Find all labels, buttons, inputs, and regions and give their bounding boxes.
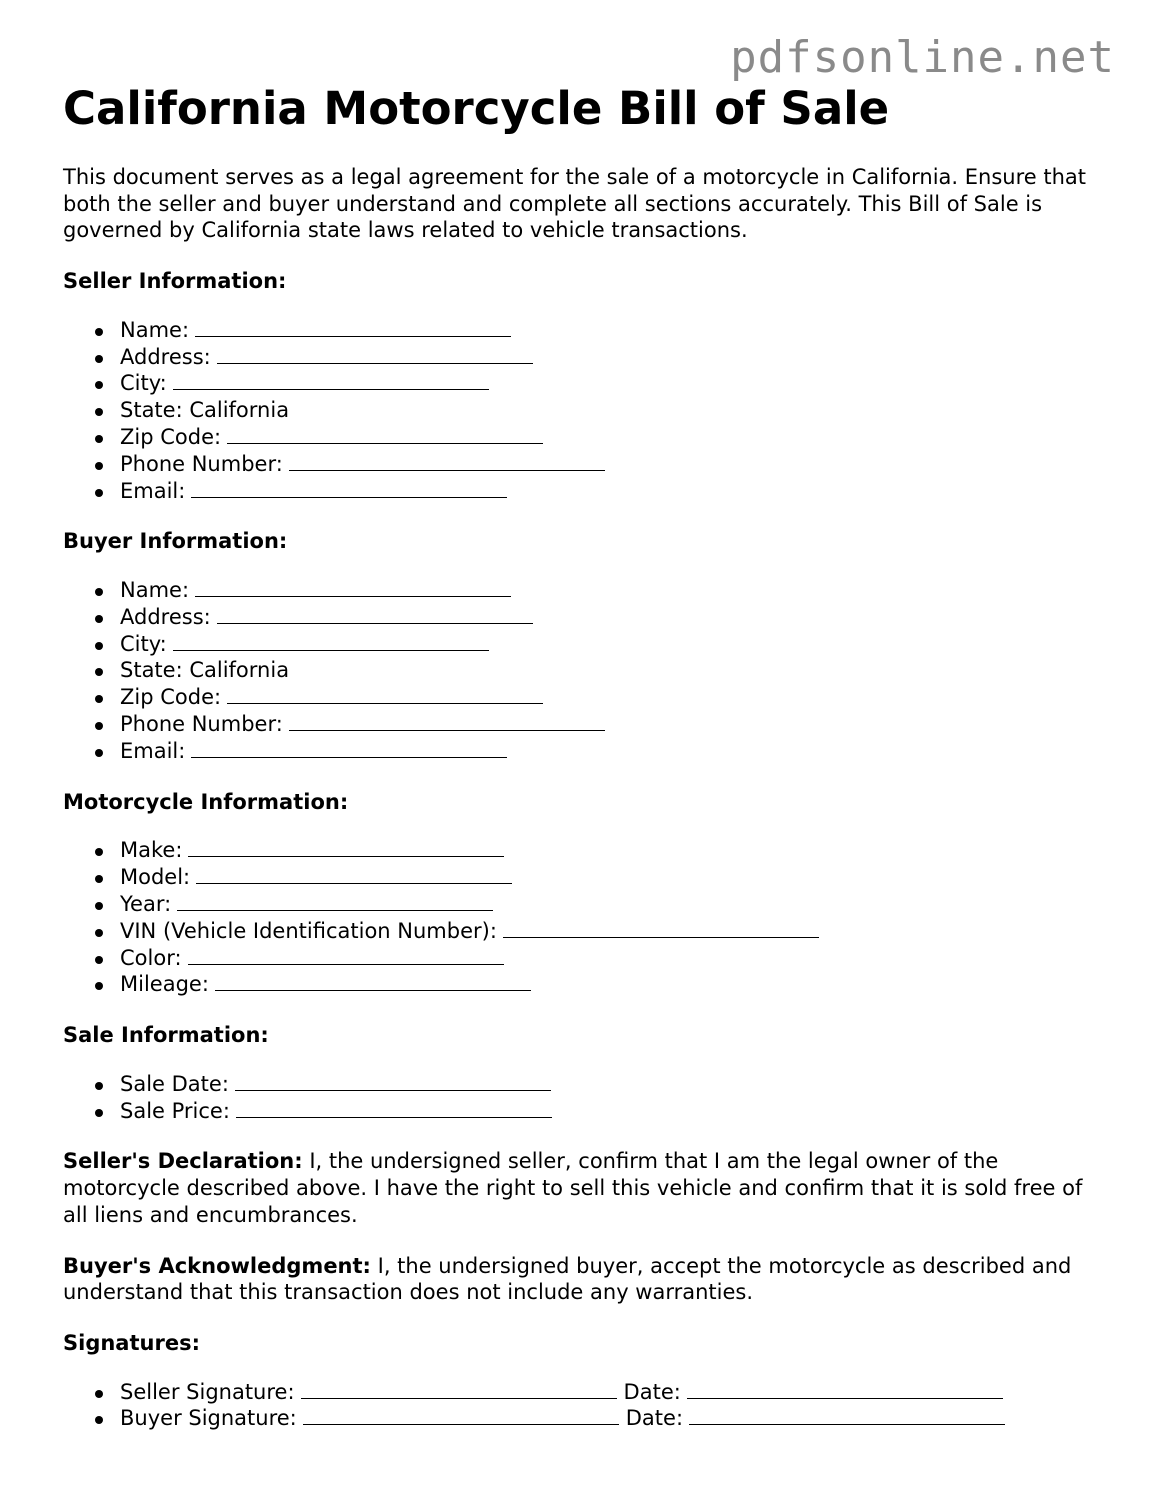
motorcycle-vin-field[interactable]: VIN (Vehicle Identification Number): (120, 918, 1103, 945)
seller-heading: Seller Information: (63, 269, 287, 294)
blank-line (217, 606, 533, 624)
buyer-address-field[interactable]: Address: (120, 604, 1103, 631)
blank-line (289, 713, 605, 731)
buyer-signature-field[interactable]: Buyer Signature: Date: (120, 1405, 1103, 1432)
buyer-acknowledgment (63, 1253, 1103, 1306)
blank-line (188, 839, 504, 857)
motorcycle-year-field[interactable]: Year: (120, 891, 1103, 918)
blank-line (236, 1100, 552, 1118)
sale-date-field[interactable]: Sale Date: (120, 1071, 1103, 1098)
buyer-email-field[interactable]: Email: (120, 738, 1103, 765)
seller-signature-field[interactable]: Seller Signature: Date: (120, 1379, 1103, 1406)
blank-line (289, 453, 605, 471)
blank-line (227, 426, 543, 444)
sale-heading: Sale Information: (63, 1023, 269, 1048)
signatures-heading: Signatures: (63, 1330, 200, 1355)
blank-line (196, 866, 512, 884)
blank-line (217, 346, 533, 364)
blank-line (173, 633, 489, 651)
blank-line (177, 893, 493, 911)
blank-line (173, 372, 489, 390)
buyer-signature-date-label: Date: (625, 1406, 684, 1431)
buyer-phone-field[interactable]: Phone Number: (120, 711, 1103, 738)
signature-fields (63, 1379, 1103, 1433)
buyer-heading: Buyer Information: (63, 529, 288, 554)
blank-line (191, 740, 507, 758)
blank-line (301, 1381, 617, 1399)
seller-phone-field[interactable]: Phone Number: (120, 451, 1103, 478)
buyer-fields (63, 577, 1103, 765)
blank-line (227, 686, 543, 704)
motorcycle-model-field[interactable]: Model: (120, 864, 1103, 891)
intro-paragraph: This document serves as a legal agreement for the sale of a motorcycle in California. Ensure that both the seller and buyer understand and complete all sections accurately. This Bill of Sale is governed by California state laws related to vehicle transactions. (63, 165, 1087, 243)
blank-line (235, 1073, 551, 1091)
seller-signature-date-label: Date: (623, 1379, 681, 1404)
seller-zip-field[interactable]: Zip Code: (120, 424, 1103, 451)
buyer-acknowledgment-label: Buyer's Acknowledgment: (63, 1253, 371, 1278)
motorcycle-mileage-field[interactable]: Mileage: (120, 971, 1103, 998)
buyer-state-field: State: California (120, 657, 1103, 684)
page-title: California Motorcycle Bill of Sale (63, 82, 890, 135)
seller-declaration-text: I, the undersigned seller, confirm that I am the legal owner of the motorcycle described above. I have the right to sell this vehicle and confirm that it is sold free of all liens and encumbrances. (63, 1149, 1083, 1227)
buyer-city-field[interactable]: City: (120, 631, 1103, 658)
sale-price-field[interactable]: Sale Price: (120, 1098, 1103, 1125)
blank-line (191, 480, 507, 498)
blank-line (195, 319, 511, 337)
seller-address-field[interactable]: Address: (120, 344, 1103, 371)
motorcycle-fields (63, 837, 1103, 998)
motorcycle-make-field[interactable]: Make: (120, 837, 1103, 864)
watermark: pdfsonline.net (730, 32, 1115, 83)
seller-city-field[interactable]: City: (120, 370, 1103, 397)
buyer-acknowledgment-text: I, the undersigned buyer, accept the motorcycle as described and understand that this transaction does not include any warranties. (63, 1253, 1072, 1305)
motorcycle-color-field[interactable]: Color: (120, 945, 1103, 972)
seller-declaration-label: Seller's Declaration: (63, 1149, 303, 1174)
buyer-zip-field[interactable]: Zip Code: (120, 684, 1103, 711)
blank-line (195, 579, 511, 597)
seller-email-field[interactable]: Email: (120, 478, 1103, 505)
blank-line (215, 973, 531, 991)
blank-line (687, 1381, 1003, 1399)
blank-line (503, 920, 819, 938)
seller-declaration (63, 1148, 1103, 1228)
seller-name-field[interactable]: Name: (120, 317, 1103, 344)
blank-line (689, 1407, 1005, 1425)
seller-state-field: State: California (120, 397, 1103, 424)
blank-line (188, 947, 504, 965)
motorcycle-heading: Motorcycle Information: (63, 789, 349, 814)
document-page (63, 82, 1103, 1432)
buyer-name-field[interactable]: Name: (120, 577, 1103, 604)
blank-line (303, 1407, 619, 1425)
sale-fields (63, 1071, 1103, 1125)
seller-fields (63, 317, 1103, 505)
